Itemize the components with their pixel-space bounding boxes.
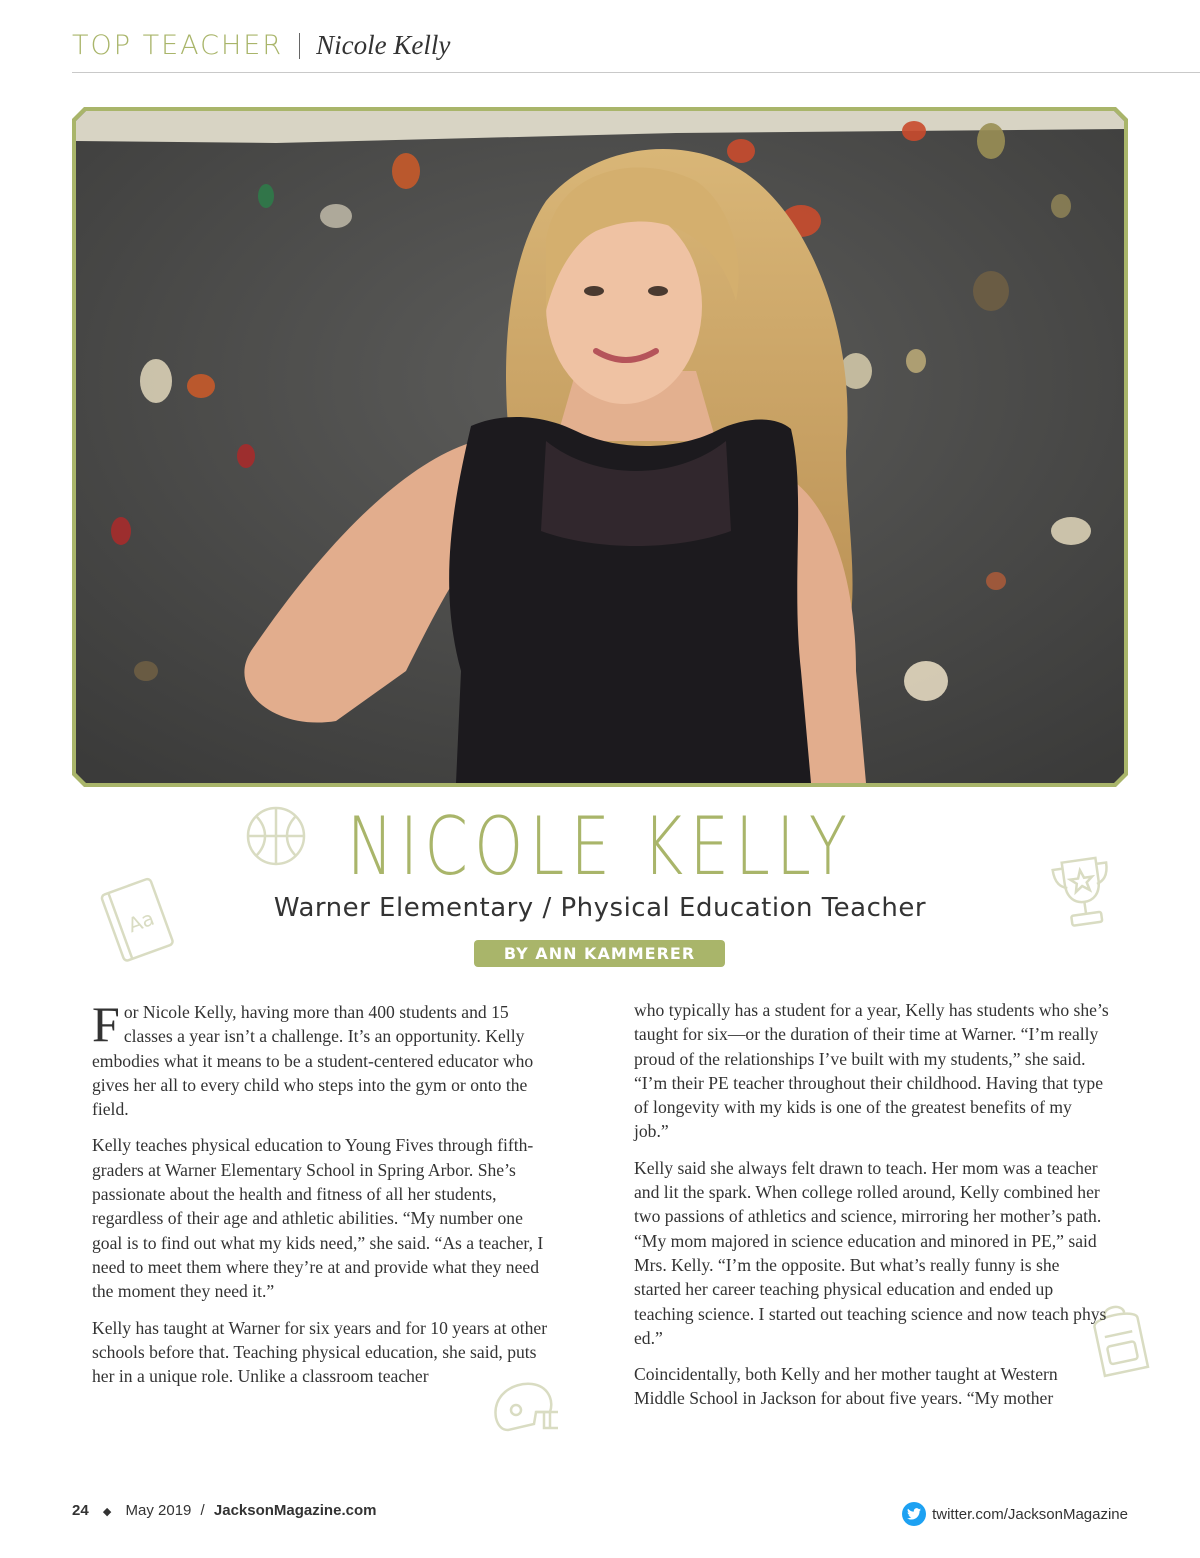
article-subtitle: Warner Elementary / Physical Education Teacher bbox=[273, 893, 927, 923]
svg-text:Aa: Aa bbox=[124, 905, 158, 938]
paragraph: Kelly said she always felt drawn to teach. Her mom was a teacher and lit the spark. When college rolled around, Kelly combined her two passions of athletics and science, mirroring her mother’s path. “My mom majored in science education and minored in PE,” said Mrs. Kelly. “I’m the opposite. But what’s really funny is she started her career teaching physical education and ended up teaching science. I started out teaching science and now teach phys ed.” bbox=[634, 1157, 1107, 1348]
issue-date: May 2019 bbox=[125, 1502, 192, 1519]
twitter-icon[interactable] bbox=[902, 1502, 926, 1526]
paragraph bbox=[92, 996, 554, 1121]
portrait-photo-frame bbox=[72, 107, 1128, 787]
article-column-left bbox=[92, 996, 554, 1400]
header-name: Nicole Kelly bbox=[316, 30, 451, 60]
footer-divider: / bbox=[200, 1502, 205, 1519]
drop-cap: F bbox=[92, 996, 120, 1052]
paragraph: Kelly teaches physical education to Young Fives through fifth-graders at Warner Elementary School in Spring Arbor. She’s passionate about the health and fitness of all her students, regardless of their age and athletic abilities. “My number one goal is to find out what my kids need,” she said. “As a teacher, I need to meet them where they’re at and provide what they need the moment they need it.” bbox=[92, 1135, 544, 1302]
paragraph-text: or Nicole Kelly, having more than 400 students and 15 classes a year isn’t a challenge. It’s an opportunity. Kelly embodies what it means to be a student-centered educator who gives her all to every child who steps into the gym or onto the field. bbox=[92, 1002, 534, 1120]
portrait-illustration bbox=[76, 111, 1124, 783]
paragraph: Coincidentally, both Kelly and her mother taught at Western Middle School in Jackson for about five years. “My mother bbox=[634, 1364, 1058, 1409]
section-label: TOP TEACHER bbox=[72, 30, 284, 61]
page-footer-right bbox=[902, 1502, 1128, 1526]
header-rule bbox=[72, 72, 1200, 73]
byline-badge: BY ANN KAMMERER bbox=[474, 940, 725, 967]
portrait-photo bbox=[76, 111, 1124, 783]
article-title: NICOLE KELLY bbox=[346, 800, 854, 893]
article-column-right bbox=[634, 998, 1110, 1423]
page-footer-left bbox=[72, 1502, 376, 1519]
header-divider bbox=[299, 33, 300, 59]
twitter-handle[interactable]: twitter.com/JacksonMagazine bbox=[932, 1505, 1128, 1523]
website-link[interactable]: JacksonMagazine.com bbox=[213, 1502, 377, 1519]
paragraph: Kelly has taught at Warner for six years and for 10 years at other schools before that. Teaching physical education, she said, puts her in a unique role. Unlike a classroom teacher bbox=[92, 1317, 548, 1387]
paragraph: who typically has a student for a year, Kelly has students who she’s taught for six—or the duration of their time at Warner. “I’m really proud of the relationships I’ve built with my students,” she said. “I’m their PE teacher throughout their childhood. Having that type of longevity with my kids is one of the greatest benefits of my job.” bbox=[634, 1000, 1109, 1142]
running-header bbox=[72, 30, 450, 61]
page-number: 24 bbox=[72, 1502, 89, 1519]
footer-bullet: ◆ bbox=[102, 1506, 112, 1518]
